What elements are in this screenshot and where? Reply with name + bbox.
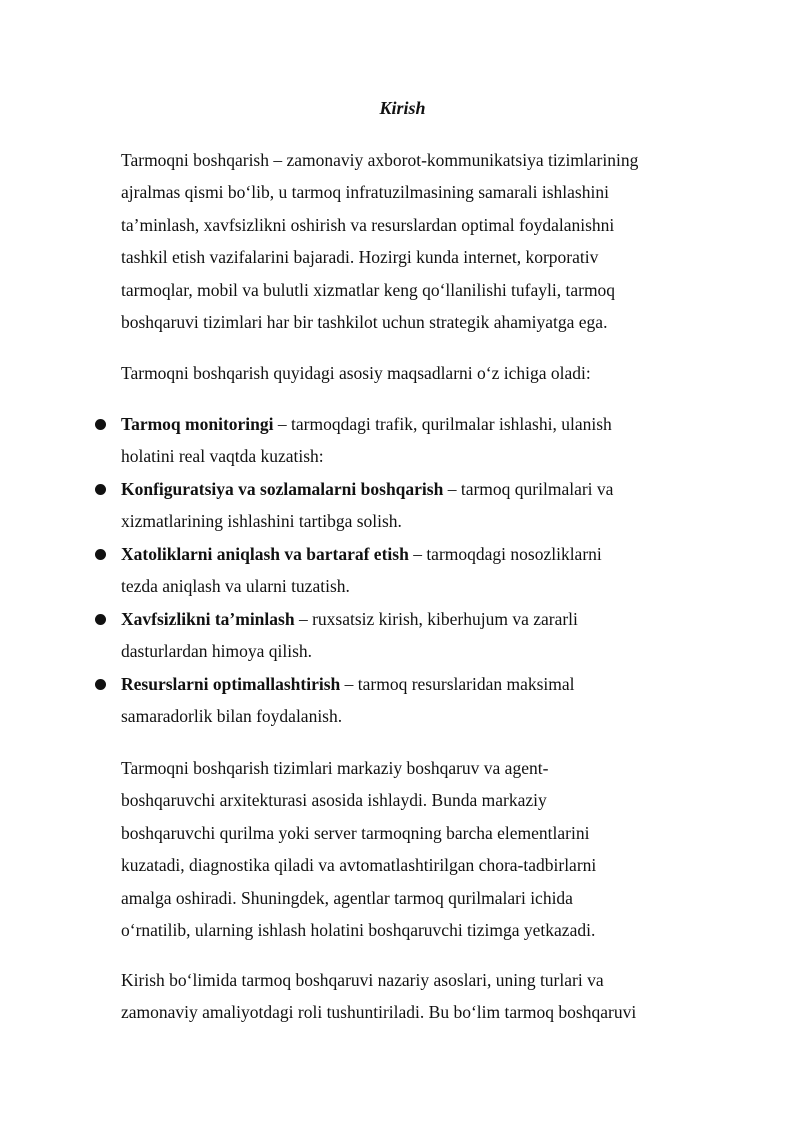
goals-list <box>0 408 800 733</box>
list-item-description: – tarmoqdagi trafik, qurilmalar ishlashi, ulanish <box>273 414 612 434</box>
list-item-heading: Resurslarni optimallashtirish <box>121 674 341 694</box>
list-item-continuation: xizmatlarining ishlashini tartibga solish. <box>121 511 402 532</box>
bullet-icon <box>95 484 106 495</box>
bullet-icon <box>95 614 106 625</box>
list-item <box>0 668 800 733</box>
bullet-icon <box>95 679 106 690</box>
closing-paragraph <box>121 964 696 1029</box>
list-item-heading: Tarmoq monitoringi <box>121 414 274 434</box>
list-item-description: – tarmoq qurilmalari va <box>443 479 614 499</box>
text-line: Kirish bo‘limida tarmoq boshqaruvi nazariy asoslari, uning turlari va <box>121 970 604 990</box>
list-item <box>0 473 800 538</box>
bullet-icon <box>95 549 106 560</box>
list-item-heading: Xatoliklarni aniqlash va bartaraf etish <box>121 544 409 564</box>
list-item-continuation: holatini real vaqtda kuzatish: <box>121 446 324 467</box>
text-line: boshqaruvchi qurilma yoki server tarmoqning barcha elementlarini <box>121 822 590 843</box>
text-line: kuzatadi, diagnostika qiladi va avtomatlashtirilgan chora-tadbirlarni <box>121 855 597 876</box>
text-line: o‘rnatilib, ularning ishlash holatini boshqaruvchi tizimga yetkazadi. <box>121 920 596 941</box>
list-item-continuation: tezda aniqlash va ularni tuzatish. <box>121 576 350 597</box>
text-line: tarmoqlar, mobil va bulutli xizmatlar keng qo‘llanilishi tufayli, tarmoq <box>121 279 616 300</box>
text-line: ta’minlash, xavfsizlikni oshirish va resurslardan optimal foydalanishni <box>121 214 615 235</box>
list-item-description: – tarmoq resurslaridan maksimal <box>340 674 575 694</box>
text-line: Tarmoqni boshqarish – zamonaviy axborot-kommunikatsiya tizimlarining <box>121 150 639 170</box>
list-item-text <box>121 473 696 538</box>
list-item-text <box>121 538 696 603</box>
text-line: amalga oshiradi. Shuningdek, agentlar tarmoq qurilmalari ichida <box>121 887 573 908</box>
text-line: boshqaruvi tizimlari har bir tashkilot uchun strategik ahamiyatga ega. <box>121 312 608 333</box>
bullet-icon <box>95 419 106 430</box>
text-line: Tarmoqni boshqarish quyidagi asosiy maqsadlarni o‘z ichiga oladi: <box>121 363 591 383</box>
list-item-heading: Konfiguratsiya va sozlamalarni boshqarish <box>121 479 444 499</box>
text-line: zamonaviy amaliyotdagi roli tushuntiriladi. Bu bo‘lim tarmoq boshqaruvi <box>121 1002 637 1023</box>
text-line: tashkil etish vazifalarini bajaradi. Hozirgi kunda internet, korporativ <box>121 247 599 268</box>
architecture-paragraph <box>121 752 696 946</box>
text-line: boshqaruvchi arxitekturasi asosida ishlaydi. Bunda markaziy <box>121 790 547 811</box>
goals-intro-paragraph <box>121 357 696 389</box>
list-item-continuation: samaradorlik bilan foydalanish. <box>121 706 343 727</box>
list-item-text <box>121 668 696 733</box>
list-item-description: – tarmoqdagi nosozliklarni <box>408 544 602 564</box>
list-item-heading: Xavfsizlikni ta’minlash <box>121 609 295 629</box>
list-item-continuation: dasturlardan himoya qilish. <box>121 641 313 662</box>
list-item <box>0 603 800 668</box>
intro-paragraph <box>121 144 696 338</box>
list-item-text <box>121 408 696 473</box>
text-line: ajralmas qismi bo‘lib, u tarmoq infratuzilmasining samarali ishlashini <box>121 182 609 203</box>
list-item-text <box>121 603 696 668</box>
list-item-description: – ruxsatsiz kirish, kiberhujum va zararli <box>294 609 578 629</box>
list-item <box>0 408 800 473</box>
section-title: Kirish <box>379 98 426 118</box>
list-item <box>0 538 800 603</box>
text-line: Tarmoqni boshqarish tizimlari markaziy boshqaruv va agent- <box>121 758 549 778</box>
